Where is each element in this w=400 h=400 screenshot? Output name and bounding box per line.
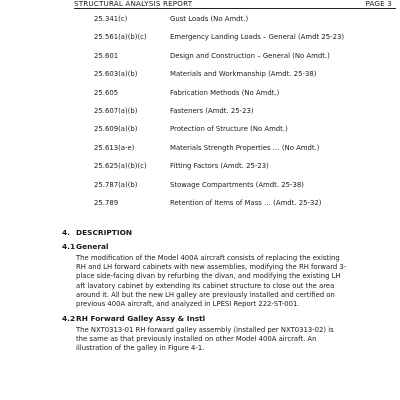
section-number: 4. [62, 228, 70, 237]
regulation-row [94, 122, 394, 140]
paragraph-line: the same as that previously installed on other Model 400A aircraft. An [76, 335, 317, 344]
regulation-description: Emergency Landing Loads – General (Amdt 25-23) [170, 33, 345, 42]
section-title: General [76, 242, 109, 251]
report-title: STRUCTURAL ANALYSIS REPORT [74, 0, 193, 8]
regulation-code: 25.609(a)(b) [94, 125, 138, 134]
paragraph-line: aft lavatory cabinet by extending its cabinet structure to close out the area [76, 281, 335, 290]
regulation-row [94, 104, 394, 122]
regulation-description: Gust Loads (No Amdt.) [170, 15, 249, 23]
paragraph-line: illustration of the galley in Figure 4-1. [76, 344, 205, 353]
regulation-code: 25.341(c) [94, 15, 128, 23]
section-title: DESCRIPTION [76, 228, 133, 237]
paragraph-line: The modification of the Model 400A aircraft consists of replacing the existing [76, 254, 340, 262]
regulation-code: 25.607(a)(b) [94, 106, 138, 115]
regulation-description: Protection of Structure (No Amdt.) [170, 125, 288, 134]
page-number: PAGE 3 [365, 0, 392, 8]
paragraph-line: RH and LH forward cabinets with new assemblies, modifying the RH forward 3- [76, 263, 347, 272]
regulation-description: Stowage Compartments (Amdt. 25-38) [170, 180, 304, 189]
regulation-description: Fabrication Methods (No Amdt.) [170, 88, 280, 97]
general-paragraph [76, 254, 376, 309]
regulation-row [94, 12, 394, 30]
regulation-code: 25.561(a)(b)(c) [94, 33, 147, 42]
regulation-row [94, 178, 394, 196]
regulation-description: Materials Strength Properties … (No Amdt.) [170, 143, 320, 152]
regulation-row [94, 67, 394, 85]
section-heading-rh-forward-galley [62, 314, 205, 323]
regulation-row [94, 30, 394, 48]
section-heading-description [62, 228, 132, 237]
regulation-description: Materials and Workmanship (Amdt. 25-38) [170, 70, 317, 79]
regulation-code: 25.601 [94, 51, 119, 60]
regulation-description: Design and Construction – General (No Amdt.) [170, 51, 330, 60]
paragraph-line: around it. All but the new LH galley are previously installed and certified on [76, 290, 335, 299]
regulation-row [94, 49, 394, 67]
section-title: RH Forward Galley Assy & Instl [76, 314, 206, 323]
regulation-code: 25.625(a)(b)(c) [94, 162, 147, 171]
regulation-code: 25.603(a)(b) [94, 70, 138, 79]
regulation-code: 25.787(a)(b) [94, 180, 138, 189]
regulation-description: Retention of Items of Mass … (Amdt. 25-32) [170, 198, 322, 207]
page-header [74, 0, 396, 9]
regulation-row [94, 196, 394, 214]
paragraph-line: place side-facing divan by refurbing the divan, and modifying the existing LH [76, 272, 341, 281]
regulation-row [94, 159, 394, 177]
regulation-code: 25.789 [94, 198, 119, 207]
galley-paragraph [76, 326, 376, 354]
regulation-row [94, 86, 394, 104]
regulation-row [94, 141, 394, 159]
section-heading-general [62, 242, 109, 251]
paragraph-line: previous 400A aircraft, and analyzed in LPESI Report 222-ST-001. [76, 300, 300, 309]
regulation-description: Fasteners (Amdt. 25-23) [170, 106, 254, 115]
section-number: 4.2 [62, 314, 76, 323]
section-number: 4.1 [62, 242, 76, 251]
regulation-code: 25.605 [94, 88, 119, 97]
paragraph-line: The NXT0313-01 RH forward galley assembly (installed per NXT0313-02) is [76, 326, 334, 334]
regulation-code: 25.613(a-e) [94, 143, 135, 152]
regulation-description: Fitting Factors (Amdt. 25-23) [170, 162, 269, 171]
regulation-list [94, 12, 394, 214]
